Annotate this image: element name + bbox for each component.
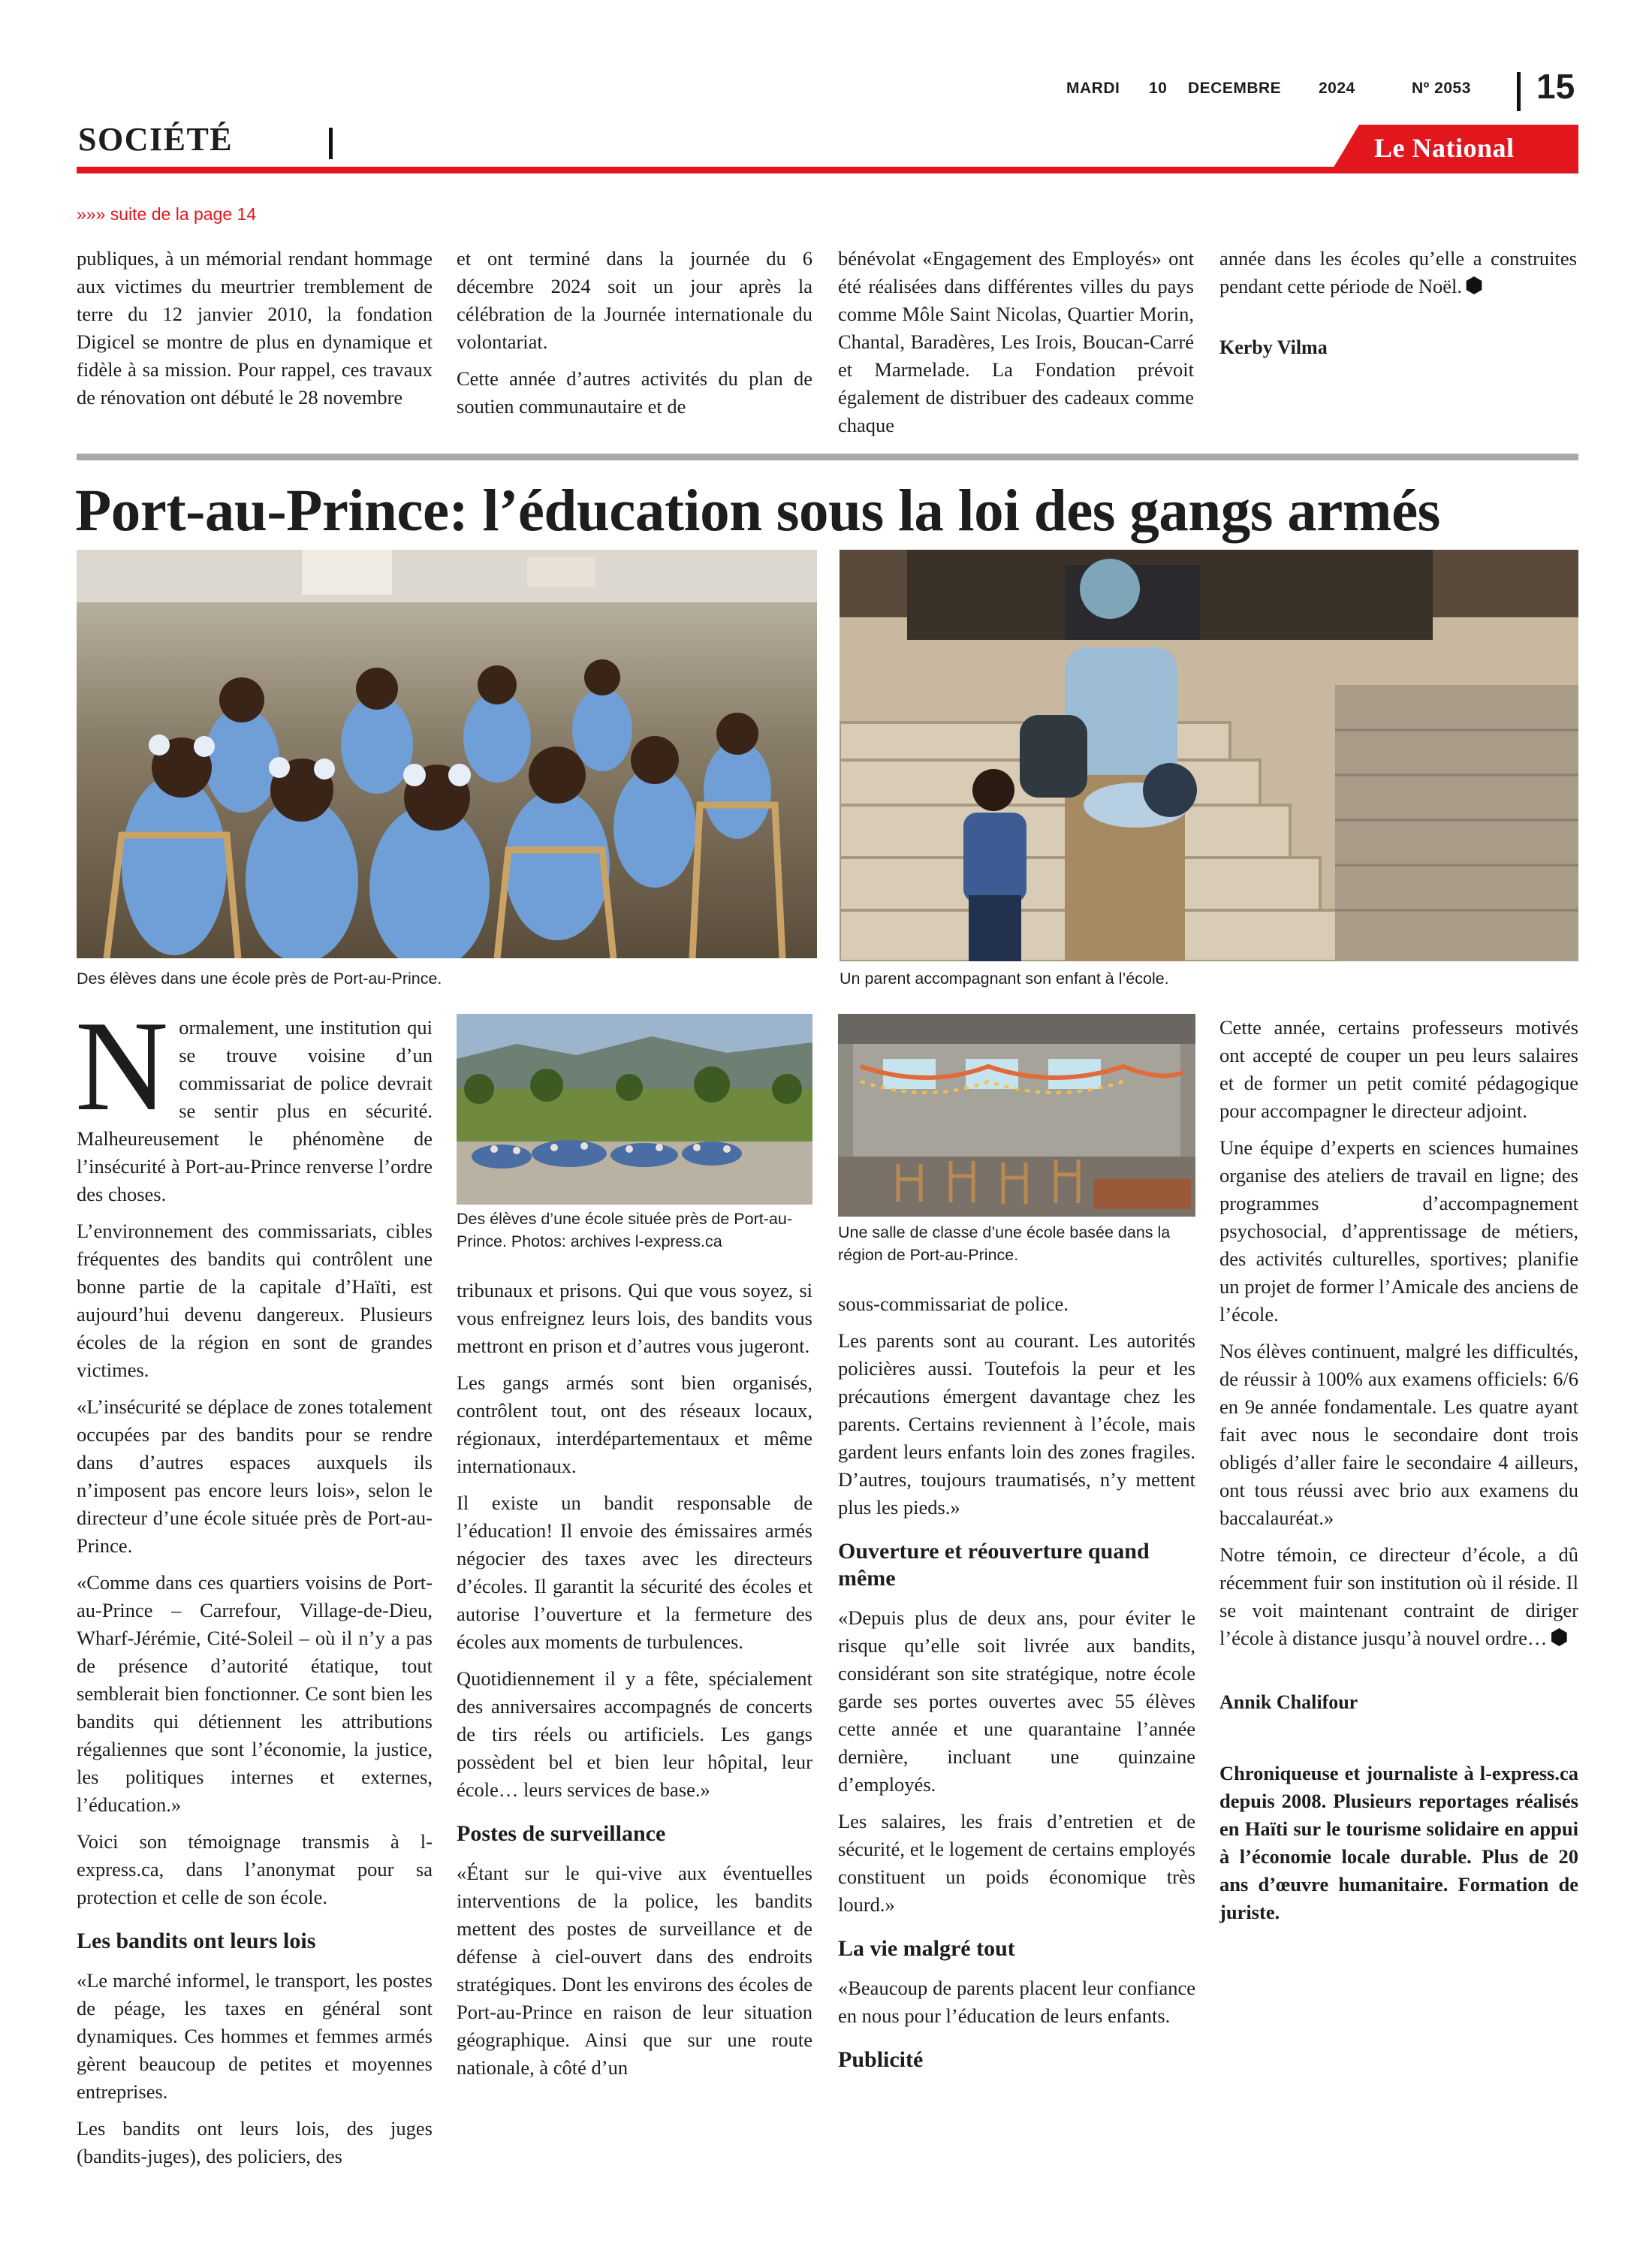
date-number: 10: [1149, 80, 1168, 97]
article-column-2: [457, 1277, 812, 2082]
paragraph: tribunaux et prisons. Qui que vous soyez, si vous enfreignez leurs lois, des bandits vous mettront en prison et d’autres vous jugeront.: [457, 1279, 812, 1357]
subheading: Publicité: [838, 2047, 924, 2072]
article-headline: Port-au-Prince: l’éducation sous la loi des gangs armés: [75, 478, 1440, 544]
photo-caption: Des élèves dans une école près de Port-au-Prince.: [77, 970, 442, 988]
paragraph: «Comme dans ces quartiers voisins de Port-au-Prince – Carrefour, Village-de-Dieu, Wharf-Jérémie, Cité-Soleil – où il n’y a pas de présence d’autorité étatique, tout semblerait bien fonctionner. Ce sont bien les bandits qui détiennent les attributions régaliennes que sont l’économie, la justice, les politiques internes et externes, l’éducation.»: [77, 1571, 433, 1816]
photo-empty-classroom: [838, 1014, 1195, 1217]
continuation-note: »»» suite de la page 14: [77, 204, 257, 224]
subheading: Ouverture et réouverture quand même: [838, 1539, 1150, 1591]
author-byline: Annik Chalifour: [1219, 1691, 1358, 1713]
paragraph: Les gangs armés sont bien organisés, contrôlent tout, ont des réseaux locaux, régionaux, interdépartementaux et même internationaux.: [457, 1371, 812, 1477]
author-bio: Chroniqueuse et journaliste à l-express.ca depuis 2008. Plusieurs reportages réalisés en Haïti sur le tourisme solidaire en appui à l’économie locale durable. Plus de 20 ans d’œuvre humanitaire. Formation de juriste.: [1219, 1762, 1578, 1923]
paragraph: Il existe un bandit responsable de l’éducation! Il envoie des émissaires armés négocier des taxes avec les directeurs d’écoles. Il garantit la sécurité des écoles et autorise l’ouverture et la fermeture des écoles aux moments de turbulences.: [457, 1491, 812, 1653]
paragraph: «Le marché informel, le transport, les postes de péage, les taxes en général sont dynamiques. Ces hommes et femmes armés gèrent beaucoup de petites et moyennes entreprises.: [77, 1969, 433, 2103]
author-byline: Kerby Vilma: [1219, 336, 1328, 358]
paragraph: Voici son témoignage transmis à l-express.ca, dans l’anonymat pour sa protection et celle de son école.: [77, 1830, 433, 1908]
photo-students-outdoors-image: [457, 1014, 812, 1205]
photo-students-outdoors: [457, 1014, 812, 1205]
photo-parent-child: [840, 550, 1578, 961]
paragraph: sous-commissariat de police.: [838, 1292, 1069, 1315]
paragraph: L’environnement des commissariats, cibles fréquentes des bandits qui contrôlent une bonne partie de la capitale d’Haïti, est aujourd’hui devenu dangereux. Plusieurs écoles de la région en sont de grandes victimes.: [77, 1220, 433, 1381]
paragraph: Une équipe d’experts en sciences humaines organise des ateliers de travail en ligne; des programmes d’accompagnement psychosocial, d’apprentissage de métiers, des activités culturelles, sportives; planifie un projet de former l’Amicale des anciens de l’école.: [1219, 1136, 1578, 1326]
end-of-article-mark: [1550, 1628, 1568, 1646]
continuation-column-1: [77, 245, 433, 412]
photo-schoolchildren-image: [77, 550, 817, 958]
brand-name: Le National: [1374, 133, 1515, 163]
photo-schoolchildren-classroom: [77, 550, 817, 958]
page-number: 15: [1536, 67, 1575, 106]
photo-empty-classroom-image: [838, 1014, 1195, 1217]
photo-caption: Un parent accompagnant son enfant à l’école.: [840, 970, 1169, 988]
subheading: Postes de surveillance: [457, 1821, 666, 1846]
issue-number: Nº 2053: [1412, 80, 1471, 97]
section-title: SOCIÉTÉ: [78, 121, 234, 158]
photo-caption: Une salle de classe d’une école basée dans la région de Port-au-Prince.: [838, 1223, 1171, 1264]
paragraph: et ont terminé dans la journée du 6 décembre 2024 soit un jour après la célébration de la Journée internationale du volontariat.: [457, 247, 812, 353]
paragraph: «Beaucoup de parents placent leur confiance en nous pour l’éducation de leurs enfants.: [838, 1977, 1195, 2027]
drop-cap: N: [75, 995, 169, 1138]
paragraph: «L’insécurité se déplace de zones totalement occupées par des bandits pour se rendre dans d’autres espaces auxquels ils n’imposent pas encore leurs lois», selon le directeur d’une école située près de Port-au-Prince.: [77, 1395, 433, 1557]
photo-caption: Des élèves d’une école située près de Port-au-Prince. Photos: archives l-express.ca: [457, 1210, 792, 1250]
subheading: La vie malgré tout: [838, 1936, 1015, 1961]
paragraph: «Depuis plus de deux ans, pour éviter le risque qu’elle soit livrée aux bandits, considérant son site stratégique, notre école garde ses portes ouvertes avec 55 élèves cette année et une quarantaine l’année dernière, incluant une quinzaine d’employés.: [838, 1606, 1195, 1796]
article-column-4: [1219, 1014, 1578, 1935]
paragraph: Cette année, certains professeurs motivés ont accepté de couper un peu leurs salaires et de former un petit comité pédagogique pour accompagner le directeur adjoint.: [1219, 1016, 1578, 1122]
paragraph: Les salaires, les frais d’entretien et de sécurité, et le logement de certains employés constituent un poids économique très lourd.»: [838, 1810, 1195, 1916]
paragraph: Quotidiennement il y a fête, spécialement des anniversaires accompagnés de concerts de tirs réels ou artificiels. Les gangs possèdent bel et bien leur hôpital, leur école… leurs services de base.»: [457, 1667, 812, 1801]
paragraph: Notre témoin, ce directeur d’école, a dû récemment fuir son institution où il réside. Il se voit maintenant contraint de diriger l’école à distance jusqu’à nouvel ordre…: [1219, 1543, 1578, 1649]
subheading: Les bandits ont leurs lois: [77, 1929, 316, 1953]
paragraph: ormalement, une institution qui se trouve voisine d’un commissariat de police devrait se sentir plus en sécurité. Malheureusement le phénomène de l’insécurité à Port-au-Prince renverse l’ordre des choses.: [77, 1016, 433, 1205]
paragraph: bénévolat «Engagement des Employés» ont été réalisées dans différentes villes du pays comme Môle Saint Nicolas, Quartier Morin, Chantal, Baradères, Les Irois, Boucan-Carré et Marmelade. La Fondation prévoit également de distribuer des cadeaux comme chaque: [838, 247, 1194, 436]
date-day: MARDI: [1066, 80, 1120, 97]
continuation-column-3: [838, 245, 1194, 439]
paragraph: année dans les écoles qu’elle a construites pendant cette période de Noël.: [1219, 247, 1577, 297]
article-column-3: [838, 1290, 1195, 2086]
section-divider: [329, 128, 333, 159]
page-number-divider: [1517, 72, 1521, 111]
paragraph: Cette année d’autres activités du plan de soutien communautaire et de: [457, 367, 812, 418]
photo-parent-child-image: [840, 550, 1578, 961]
paragraph: Les parents sont au courant. Les autorités policières aussi. Toutefois la peur et les précautions émergent davantage chez les parents. Certains reviennent à l’école, mais gardent leurs enfants loin des zones fragiles. D’autres, toujours traumatisés, n’y mettent plus les pieds.»: [838, 1329, 1195, 1519]
continuation-column-2: [457, 245, 812, 421]
paragraph: «Étant sur le qui-vive aux éventuelles interventions de la police, les bandits mettent des postes de surveillance et de défense à ciel-ouvert dans des endroits stratégiques. Dont les environs des écoles de Port-au-Prince en raison de leur situation géographique. Ainsi que sur une route nationale, à côté d’un: [457, 1862, 812, 2079]
paragraph: Les bandits ont leurs lois, des juges (bandits-juges), des policiers, des: [77, 2117, 433, 2167]
continuation-column-4: [1219, 245, 1577, 370]
date-month: DECEMBRE: [1188, 80, 1282, 97]
article-column-1: [75, 995, 433, 2170]
end-of-article-mark: [1465, 276, 1483, 294]
paragraph: publiques, à un mémorial rendant hommage aux victimes du meurtrier tremblement de terre du 12 janvier 2010, la fondation Digicel se montre de plus en dynamique et fidèle à sa mission. Pour rappel, ces travaux de rénovation ont débuté le 28 novembre: [77, 247, 433, 409]
date-year: 2024: [1319, 80, 1355, 97]
article-separator: [77, 454, 1578, 460]
paragraph: Nos élèves continuent, malgré les difficultés, de réussir à 100% aux examens officiels: 6/6 en 9e année fondamentale. Les quatre ayant fait avec nous le secondaire dont trois obligés d’aller faire le secondaire 4 ailleurs, ont tous réussi avec brio aux examens du baccalauréat.»: [1219, 1340, 1578, 1529]
